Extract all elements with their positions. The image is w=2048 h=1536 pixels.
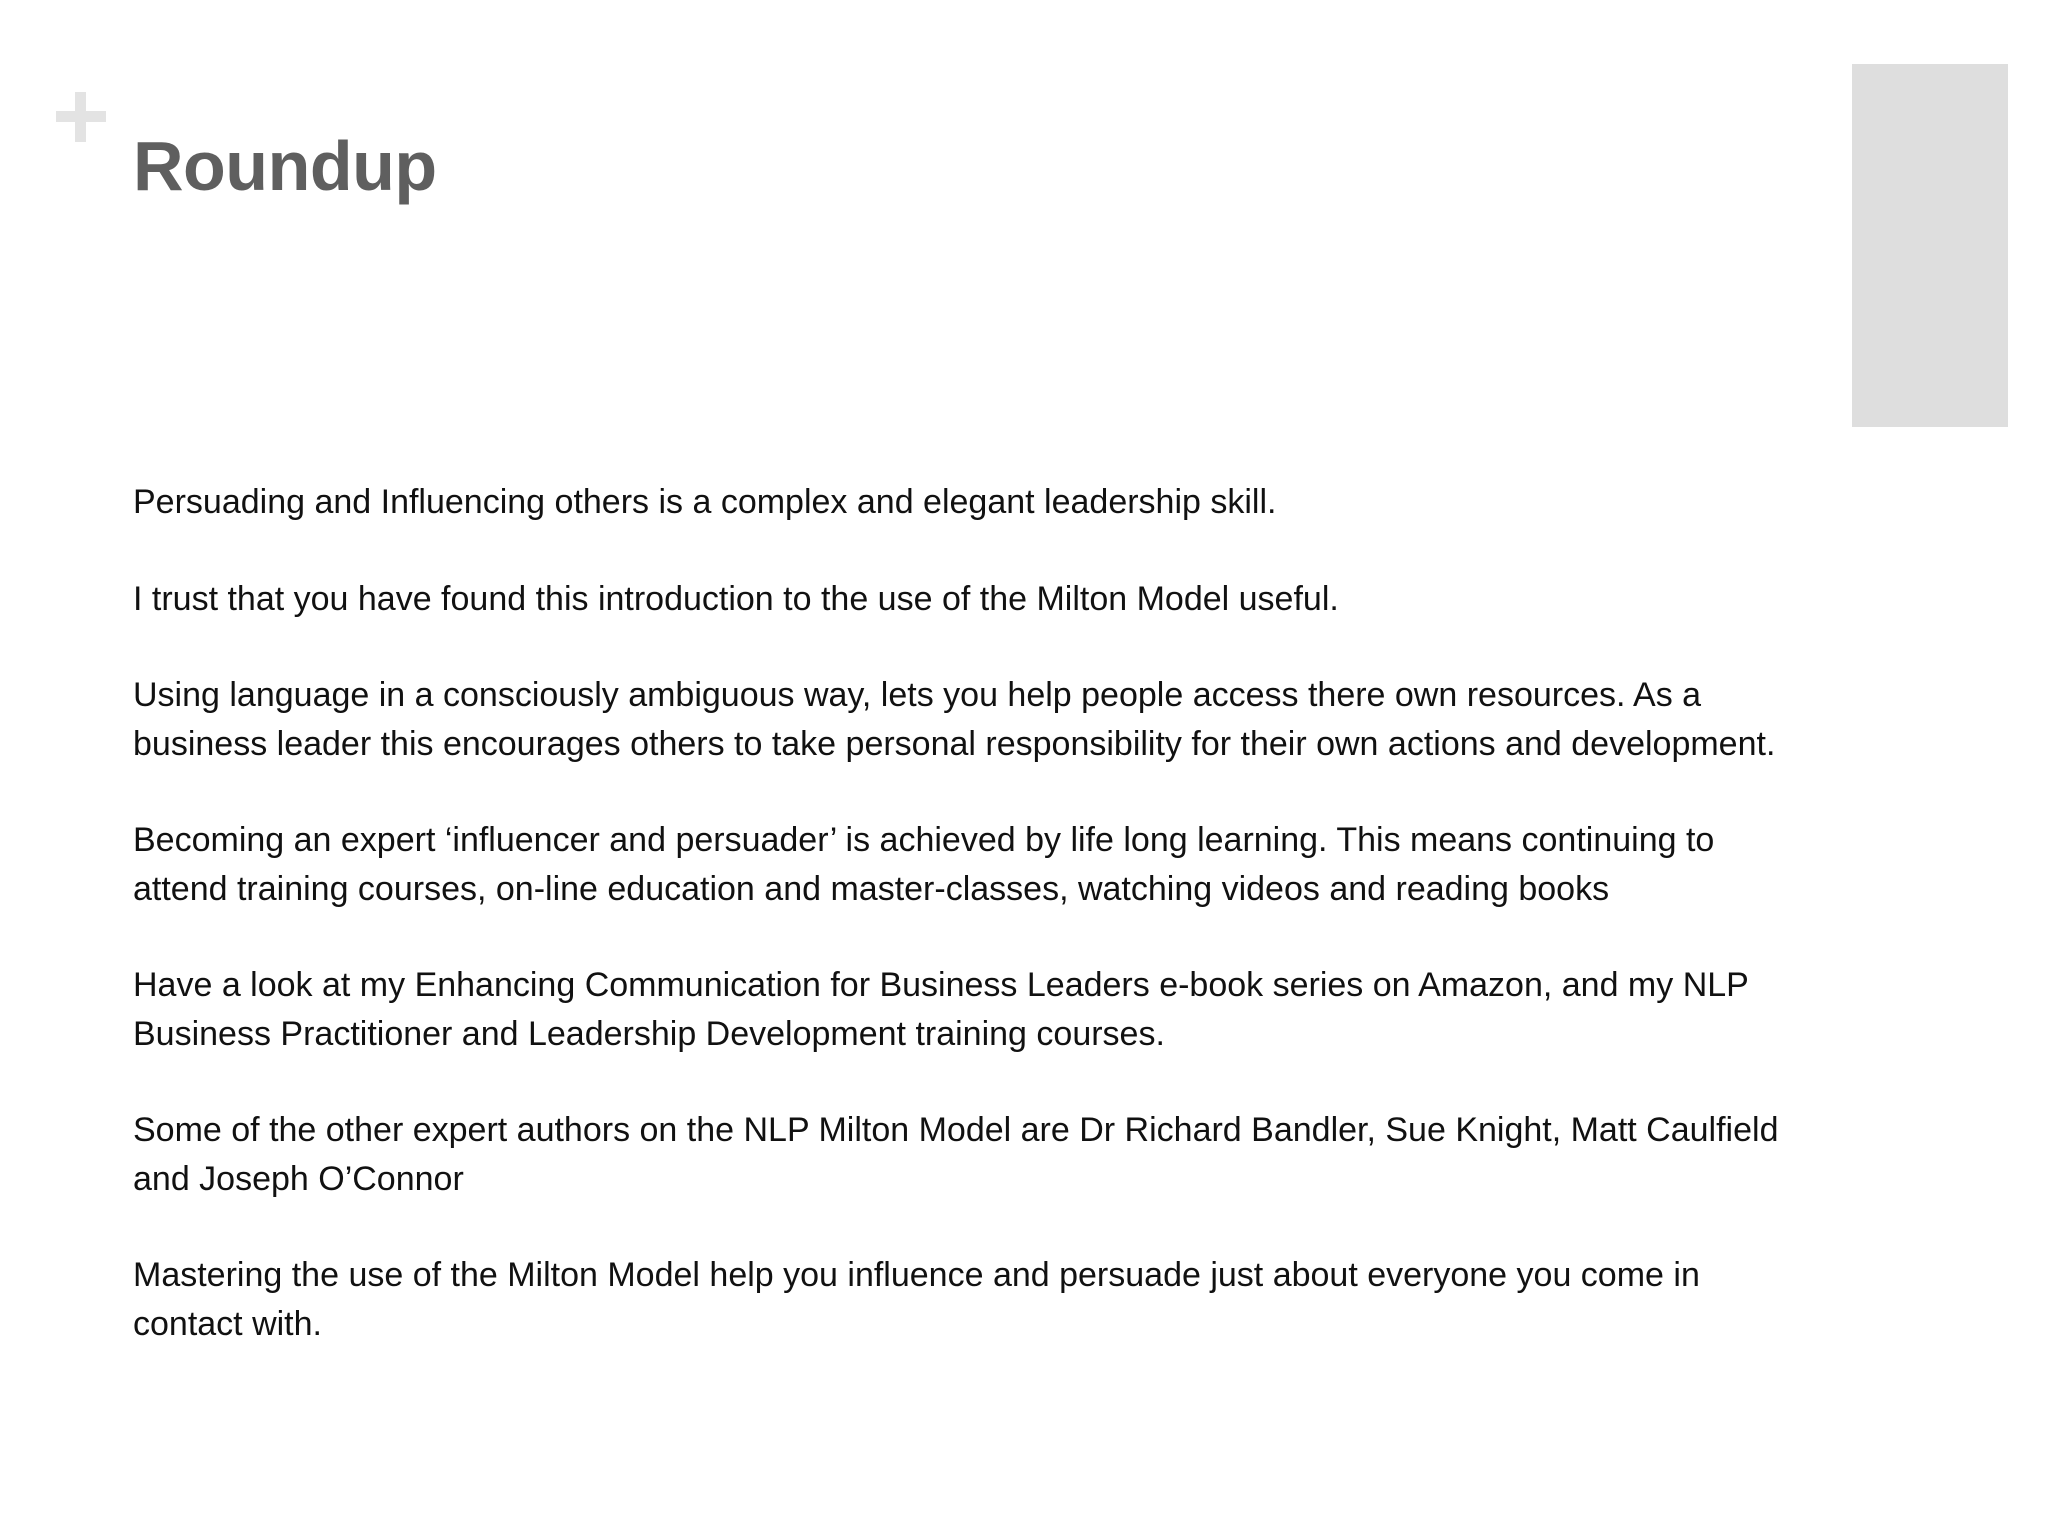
- plus-icon: [56, 92, 106, 142]
- paragraph: Have a look at my Enhancing Communication for Business Leaders e-book series on Amazon, and my NLP Business Practitioner and Leadership Development training courses.: [133, 966, 1749, 1053]
- slide-body: [133, 478, 1813, 1396]
- paragraph: Mastering the use of the Milton Model help you influence and persuade just about everyone you come in contact with.: [133, 1256, 1700, 1343]
- paragraph: Using language in a consciously ambiguous way, lets you help people access there own resources. As a business leader this encourages others to take personal responsibility for their own actions and development.: [133, 676, 1776, 763]
- accent-block: [1852, 64, 2008, 427]
- slide-title: Roundup: [133, 127, 437, 205]
- paragraph: Some of the other expert authors on the NLP Milton Model are Dr Richard Bandler, Sue Knight, Matt Caulfield and Joseph O’Connor: [133, 1111, 1779, 1198]
- paragraph: I trust that you have found this introduction to the use of the Milton Model useful.: [133, 579, 1339, 618]
- paragraph: Persuading and Influencing others is a complex and elegant leadership skill.: [133, 483, 1277, 521]
- paragraph: Becoming an expert ‘influencer and persuader’ is achieved by life long learning. This means continuing to attend training courses, on-line education and master-classes, watching videos and reading books: [133, 821, 1715, 908]
